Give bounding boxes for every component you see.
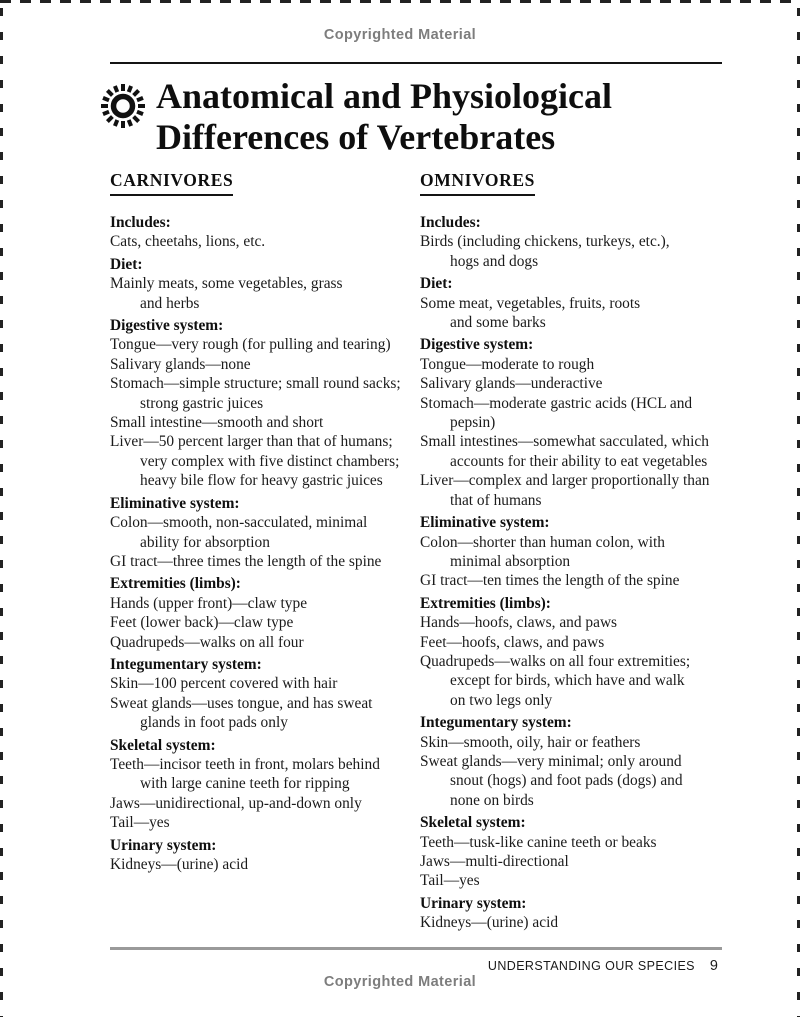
item — [420, 294, 722, 333]
item — [420, 913, 722, 932]
item — [110, 552, 420, 571]
item-line: Hands (upper front)—claw type — [110, 594, 308, 612]
item-line: pepsin) — [450, 414, 496, 432]
column-header: CARNIVORES — [110, 170, 420, 196]
footer-rule — [110, 947, 722, 950]
item — [420, 533, 722, 572]
item — [420, 652, 722, 710]
column-omnivores — [420, 170, 722, 933]
item-line: Birds (including chickens, turkeys, etc.), — [420, 233, 670, 251]
item-line: hogs and dogs — [450, 252, 539, 270]
item-line: Feet (lower back)—claw type — [110, 614, 294, 632]
item — [420, 633, 722, 652]
item — [420, 571, 722, 590]
item-line: Liver—complex and larger proportionally than — [420, 472, 710, 490]
running-footer-title: UNDERSTANDING OUR SPECIES — [487, 959, 695, 973]
item — [420, 432, 722, 471]
item-line: Small intestine—smooth and short — [110, 414, 324, 432]
section — [110, 316, 420, 491]
item — [420, 471, 722, 510]
section-title: Extremities (limbs): — [420, 594, 551, 612]
item-line: Tongue—moderate to rough — [420, 355, 595, 373]
item-line: Teeth—tusk-like canine teeth or beaks — [420, 833, 657, 851]
item-line: Quadrupeds—walks on all four extremities; — [420, 652, 691, 670]
item-line: Cats, cheetahs, lions, etc. — [110, 233, 266, 251]
item — [110, 613, 420, 632]
item — [110, 594, 420, 613]
item-line: minimal absorption — [450, 552, 571, 570]
section — [110, 494, 420, 572]
item-line: Hands—hoofs, claws, and paws — [420, 614, 618, 632]
page-cut-border-left — [0, 8, 3, 1017]
item-line: Stomach—moderate gastric acids (HCL and — [420, 394, 693, 412]
item — [420, 752, 722, 810]
item-line: Feet—hoofs, claws, and paws — [420, 633, 605, 651]
section — [420, 894, 722, 933]
section-title: Integumentary system: — [110, 655, 262, 673]
page-footer — [488, 958, 718, 974]
item — [420, 355, 722, 374]
item-line: and some barks — [450, 314, 546, 332]
item — [110, 674, 420, 693]
copyright-notice-top: Copyrighted Material — [323, 27, 477, 43]
section-title: Includes: — [110, 214, 171, 231]
item-line: Sweat glands—uses tongue, and has sweat — [110, 694, 373, 712]
item-line: Skin—smooth, oily, hair or feathers — [420, 733, 641, 751]
column-carnivores — [110, 170, 420, 933]
item — [110, 794, 420, 813]
page-number: 9 — [709, 958, 718, 974]
item — [110, 274, 420, 313]
item-line: snout (hogs) and foot pads (dogs) and — [450, 772, 683, 790]
item-line: Some meat, vegetables, fruits, roots — [420, 294, 641, 312]
item-line: Colon—smooth, non-sacculated, minimal — [110, 514, 368, 532]
section — [110, 736, 420, 833]
section — [420, 813, 722, 891]
copyright-notice-bottom: Copyrighted Material — [323, 974, 477, 990]
item — [420, 733, 722, 752]
section-title: Diet: — [420, 275, 453, 293]
page-title — [156, 76, 612, 158]
section-title: Skeletal system: — [110, 736, 216, 754]
section-title: Urinary system: — [110, 836, 217, 854]
item-line: Jaws—multi-directional — [420, 853, 569, 870]
section-title: Includes: — [420, 214, 481, 231]
section — [420, 513, 722, 591]
section-title: Integumentary system: — [420, 714, 572, 732]
item-line: accounts for their ability to eat vegetables — [450, 452, 708, 470]
item-line: on two legs only — [450, 691, 553, 709]
item-line: and herbs — [140, 294, 200, 312]
page-cut-border-top — [0, 0, 800, 3]
item-line: Sweat glands—very minimal; only around — [420, 752, 682, 770]
item — [110, 232, 420, 251]
item-line: glands in foot pads only — [140, 714, 288, 732]
item — [420, 833, 722, 852]
item-line: GI tract—three times the length of the spine — [110, 552, 382, 570]
item-line: Tongue—very rough (for pulling and tearing) — [110, 336, 391, 354]
item-line: heavy bile flow for heavy gastric juices — [140, 472, 383, 490]
item — [420, 232, 722, 271]
item-line: Teeth—incisor teeth in front, molars behind — [110, 755, 380, 773]
section-title: Eliminative system: — [420, 514, 550, 532]
section-title: Digestive system: — [420, 336, 534, 354]
item-line: Salivary glands—underactive — [420, 375, 603, 393]
section-title: Diet: — [110, 255, 143, 273]
item-line: Mainly meats, some vegetables, grass — [110, 275, 343, 293]
item-line: Kidneys—(urine) acid — [110, 856, 249, 873]
section-title: Skeletal system: — [420, 814, 526, 832]
section-title: Digestive system: — [110, 317, 224, 335]
item-line: Skin—100 percent covered with hair — [110, 675, 338, 693]
section — [110, 836, 420, 875]
item-line: with large canine teeth for ripping — [140, 775, 350, 793]
item — [110, 413, 420, 432]
item — [110, 694, 420, 733]
item-line: Tail—yes — [420, 872, 480, 890]
item-line: Stomach—simple structure; small round sacks; — [110, 375, 401, 393]
item-line: ability for absorption — [140, 533, 270, 551]
page-title-line1: Anatomical and Physiological — [156, 76, 613, 116]
item-line: Tail—yes — [110, 814, 170, 832]
item-line: Quadrupeds—walks on all four — [110, 633, 304, 651]
item-line: Jaws—unidirectional, up-and-down only — [110, 794, 362, 812]
item — [110, 813, 420, 832]
sun-icon — [99, 82, 147, 135]
item — [110, 755, 420, 794]
item — [110, 374, 420, 413]
item — [420, 374, 722, 393]
section — [110, 255, 420, 313]
item-line: that of humans — [450, 491, 542, 509]
section — [110, 213, 420, 252]
item-line: very complex with five distinct chambers; — [140, 452, 400, 470]
section — [420, 274, 722, 332]
section — [420, 713, 722, 810]
item-line: Colon—shorter than human colon, with — [420, 533, 665, 551]
item — [110, 633, 420, 652]
section — [420, 594, 722, 710]
item — [110, 855, 420, 874]
section — [420, 335, 722, 510]
comparison-columns — [110, 170, 750, 933]
item — [110, 513, 420, 552]
item-line: Small intestines—somewhat sacculated, which — [420, 433, 709, 451]
item-line: Salivary glands—none — [110, 355, 251, 373]
section-title: Extremities (limbs): — [110, 575, 241, 593]
item — [420, 871, 722, 890]
header-rule — [110, 62, 722, 64]
item — [110, 335, 420, 354]
chapter-title-block — [99, 76, 612, 158]
item — [420, 394, 722, 433]
item-line: Kidneys—(urine) acid — [420, 914, 559, 932]
item-line: Liver—50 percent larger than that of humans; — [110, 433, 393, 451]
section — [420, 213, 722, 271]
section — [110, 574, 420, 652]
section-title: Urinary system: — [420, 894, 527, 912]
item-line: except for birds, which have and walk — [450, 672, 685, 690]
column-header: OMNIVORES — [420, 170, 722, 196]
item-line: strong gastric juices — [140, 394, 264, 412]
item — [110, 355, 420, 374]
item-line: none on birds — [450, 791, 534, 809]
item-line: GI tract—ten times the length of the spine — [420, 572, 680, 590]
item — [420, 613, 722, 632]
page-title-line2: Differences of Vertebrates — [156, 117, 556, 157]
section-title: Eliminative system: — [110, 494, 240, 512]
section — [110, 655, 420, 733]
item — [110, 432, 420, 490]
item — [420, 852, 722, 871]
